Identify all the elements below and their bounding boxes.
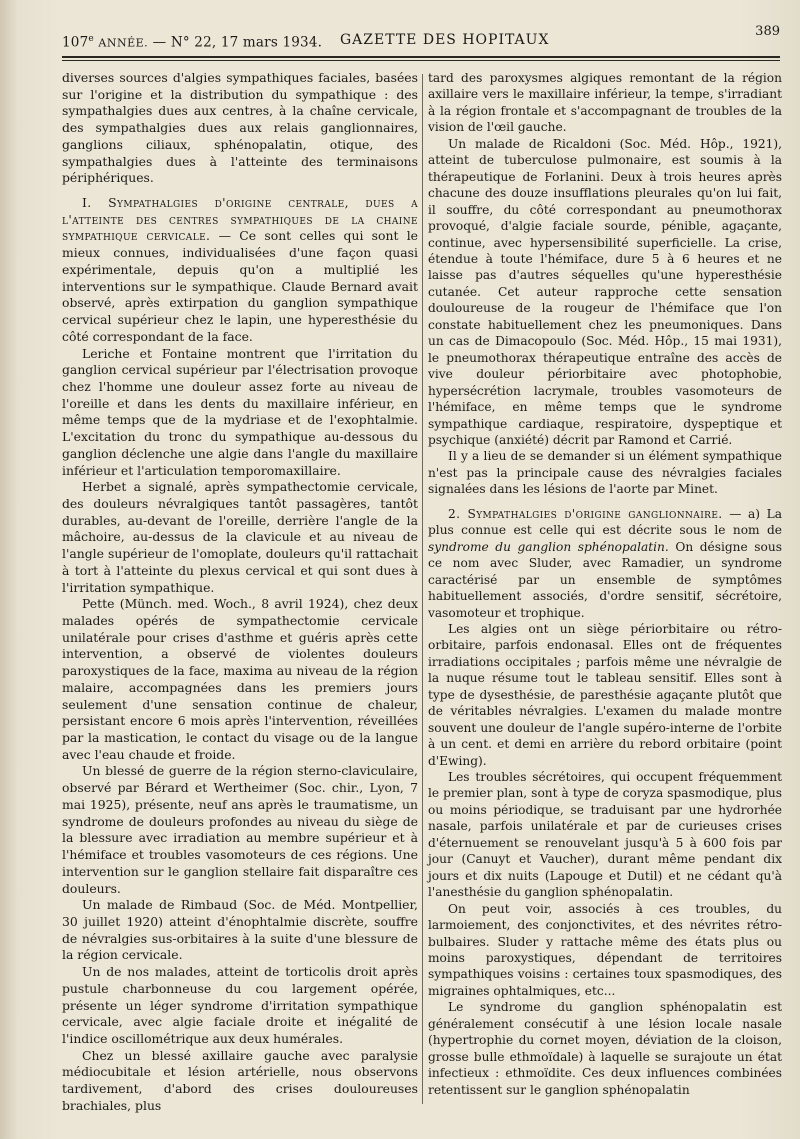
paragraph: Le syndrome du ganglion sphénopalatin est généralement consécutif à une lésion locale nasale (hypertrophie du cornet moyen, déviation de la cloison, grosse bulle ethmoïdale) à laquelle se surajoute un état infectieux : ethmoïdite. Ces deux influences combinées retentissent sur le ganglion sphénopalatin <box>428 1000 782 1097</box>
header-rule-thick <box>62 56 780 58</box>
column-divider <box>422 74 423 1104</box>
paragraph: Leriche et Fontaine montrent que l'irritation du ganglion cervical supérieur par l'électrisation provoque chez l'homme une douleur assez forte au niveau de l'oreille et dans les dents du maxillaire inférieur, en même temps que de la mydriase et de l'exophtalmie. L'excitation du tronc du sympathique au-dessous du ganglion déclenche une algie dans l'angle du maxillaire inférieur et l'articulation temporomaxillaire. <box>62 345 418 478</box>
paragraph: On peut voir, associés à ces troubles, du larmoiement, des conjonctivites, et des névrites rétro-bulbaires. Sluder y rattache même des états plus ou moins paroxystiques, dépendant de territoires sympathiques voisins : certaines toux spasmodiques, des migraines ophtalmiques, etc... <box>428 901 782 998</box>
paragraph: Pette (Münch. med. Woch., 8 avril 1924), chez deux malades opérés de sympathectomie cervicale unilatérale pour crises d'asthme et guéris après cette intervention, a observé de violentes douleurs paroxystiques de la face, maxima au niveau de la région malaire, accompagnées dans les premiers jours seulement d'une sensation continue de chaleur, persistant encore 6 mois après l'intervention, réveillées par la mastication, le contact du visage ou de la langue avec l'eau chaude et froide. <box>62 596 418 762</box>
paragraph: Herbet a signalé, après sympathectomie cervicale, des douleurs névralgiques tantôt passagères, tantôt durables, au-devant de l'oreille, derrière l'angle de la mâchoire, au-dessus de la clavicule et au niveau de l'angle supérieur de l'omoplate, douleurs qu'il rattachait à tort à l'atteinte du plexus cervical et qui sont dues à l'irritation sympathique. <box>62 479 418 595</box>
section-heading: 2. Sympathalgies d'origine ganglionnaire. <box>448 506 723 521</box>
section-2 <box>428 506 782 621</box>
paragraph: Les algies ont un siège périorbitaire ou rétro-orbitaire, parfois endonasal. Elles ont de fréquentes irradiations occipitales ; parfois même une névralgie de la nuque résume tout le tableau sensitif. Elles sont à type de dysesthésie, de paresthésie agaçante plutôt que de véritables névralgies. L'examen du malade montre souvent une douleur de l'angle supéro-interne de l'orbite à un cent. et demi en arrière du rebord orbitaire (point d'Ewing). <box>428 621 782 768</box>
paragraph: diverses sources d'algies sympathiques faciales, basées sur l'origine et la distribution du sympathique : des sympathalgies dues aux centres, à la chaîne cervicale, des sympathalgies dues aux relais ganglionnaires, ganglions ciliaux, sphénopalatin, otique, des sympathalgies dues à l'atteinte des terminaisons périphériques. <box>62 70 418 186</box>
year-number: 107 <box>62 34 89 51</box>
syndrome-name: syndrome du ganglion sphénopalatin. <box>428 539 669 554</box>
issue-date: — N° 22, 17 mars 1934. <box>152 34 323 51</box>
section-1 <box>62 195 418 345</box>
left-column <box>62 70 418 1115</box>
right-column <box>428 70 782 1098</box>
paragraph: Un blessé de guerre de la région sterno-claviculaire, observé par Bérard et Wertheimer (Soc. chir., Lyon, 7 mai 1925), présente, neuf ans après le traumatisme, un syndrome de douleurs profondes au niveau du siège de la blessure avec irradiation au membre supérieur et à l'hémiface et troubles vasomoteurs de ces régions. Une intervention sur le ganglion stellaire fait disparaître ces douleurs. <box>62 763 418 896</box>
section-text: — Ce sont celles qui sont le mieux connues, individualisées d'une façon quasi expérimentale, depuis qu'on a multiplié les interventions sur le sympathique. Claude Bernard avait observé, après extirpation du ganglion sympathique cervical supérieur chez le lapin, une hyperesthésie du côté correspondant de la face. <box>62 228 419 344</box>
paragraph: Les troubles sécrétoires, qui occupent fréquemment le premier plan, sont à type de coryza spasmodique, plus ou moins périodique, se traduisant par une hydrorhée nasale, parfois unilatérale et par de curieuses crises d'éternuement se renouvelant jusqu'à 5 à 600 fois par jour (Canuyt et Vaucher), durant même pendant dix jours et dix nuits (Lapouge et Dutil) et ne cédant qu'à l'anesthésie du ganglion sphénopalatin. <box>428 770 782 900</box>
section-text: — a) La plus connue est celle qui est décrite sous le nom de <box>428 506 782 538</box>
paragraph: Un malade de Ricaldoni (Soc. Méd. Hôp., 1921), atteint de tuberculose pulmonaire, est soumis à la thérapeutique de Forlanini. Deux à trois heures après chacune des douze insufflations pleurales qu'on lui fait, il souffre, du côté correspondant au pneumothorax provoqué, d'algie faciale sourde, pénible, agaçante, continue, avec hypersensibilité superficielle. La crise, étendue à toute l'hémiface, dure 5 à 6 heures et ne laisse pas d'autres séquelles qu'une hyperesthésie cutanée. Cet auteur rapproche cette sensation douloureuse de la rougeur de l'hémiface que l'on constate habituellement chez les pneumoniques. Dans un cas de Dimacopoulo (Soc. Méd. Hôp., 15 mai 1931), le pneumothorax thérapeutique entraîne des accès de vive douleur périorbitaire avec photophobie, hypersécrétion lacrymale, troubles vasomoteurs de l'hémiface, en même temps que le syndrome sympathique cardiaque, respiratoire, dyspeptique et psychique (anxiété) décrit par Ramond et Carrié. <box>428 136 782 447</box>
year-superscript: e <box>88 34 94 44</box>
header-rule-thin <box>62 60 780 61</box>
paragraph: Un de nos malades, atteint de torticolis droit après pustule charbonneuse du cou largement opérée, présente un léger syndrome d'irritation sympathique cervicale, avec algie faciale droite et inégalité de l'indice oscillométrique aux deux humérales. <box>62 964 418 1046</box>
running-header <box>62 22 780 58</box>
paragraph: Un malade de Rimbaud (Soc. de Méd. Montpellier, 30 juillet 1920) atteint d'énophtalmie discrète, souffre de névralgies sus-orbitaires à la suite d'une blessure de la région cervicale. <box>62 897 418 963</box>
issue-info <box>62 34 322 51</box>
journal-title: GAZETTE DES HOPITAUX <box>340 32 550 48</box>
section-text: On désigne sous ce nom avec Sluder, avec Ramadier, un syndrome caractérisé par un ensemble de symptômes habituellement associés, d'ordre sensitif, sécrétoire, vasomoteur et trophique. <box>428 539 782 620</box>
section-heading: I. Sympathalgies d'origine centrale, dues a l'atteinte des centres sympathiques de la chaine sympathique cervicale. <box>62 195 418 244</box>
year-word: ANNÉE. <box>98 36 149 50</box>
page-number: 389 <box>755 24 780 39</box>
paragraph: Chez un blessé axillaire gauche avec paralysie médiocubitale et lésion artérielle, nous observons tardivement, d'abord des crises douloureuses brachiales, plus <box>62 1047 418 1113</box>
paragraph: Il y a lieu de se demander si un élément sympathique n'est pas la principale cause des névralgies faciales signalées dans les lésions de l'aorte par Minet. <box>428 449 782 497</box>
paragraph: tard des paroxysmes algiques remontant de la région axillaire vers le maxillaire inférieur, la tempe, s'irradiant à la région frontale et s'accompagnant de troubles de la vision de l'œil gauche. <box>428 71 782 135</box>
